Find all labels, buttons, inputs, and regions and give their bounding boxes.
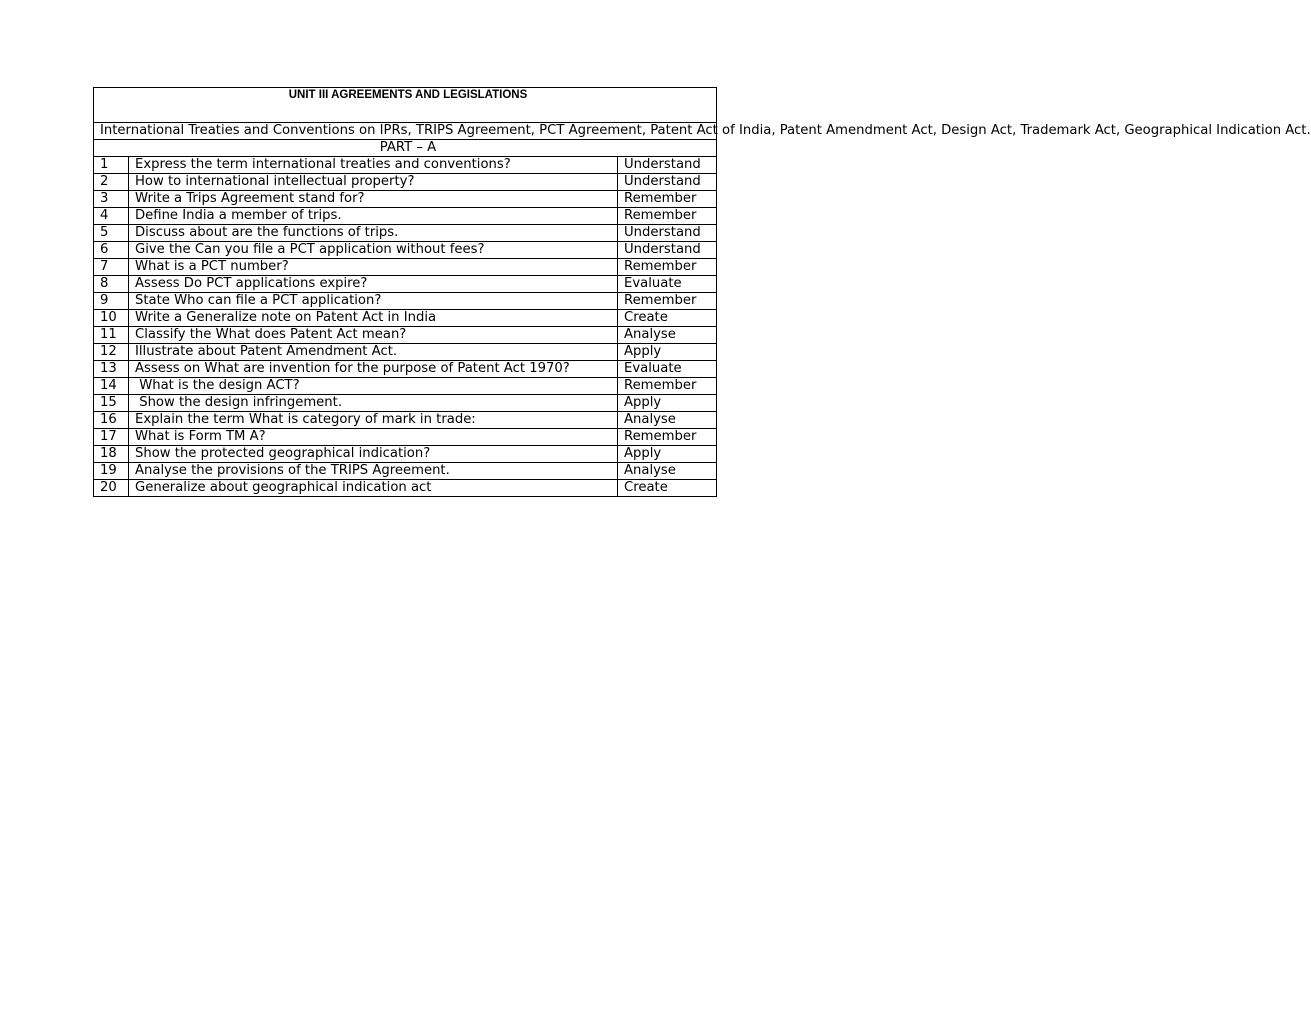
bloom-level: Remember xyxy=(618,377,717,394)
question-number: 8 xyxy=(94,275,129,292)
question-number: 6 xyxy=(94,241,129,258)
bloom-level: Analyse xyxy=(618,326,717,343)
bloom-level: Understand xyxy=(618,224,717,241)
question-number: 20 xyxy=(94,479,129,496)
bloom-level: Apply xyxy=(618,343,717,360)
table-row xyxy=(94,309,717,326)
bloom-level: Remember xyxy=(618,207,717,224)
question-number: 18 xyxy=(94,445,129,462)
question-text: What is a PCT number? xyxy=(129,258,618,275)
question-number: 10 xyxy=(94,309,129,326)
question-number: 4 xyxy=(94,207,129,224)
table-row xyxy=(94,224,717,241)
question-number: 1 xyxy=(94,156,129,173)
question-text: State Who can file a PCT application? xyxy=(129,292,618,309)
document-page xyxy=(93,87,1311,497)
bloom-level: Understand xyxy=(618,173,717,190)
question-number: 16 xyxy=(94,411,129,428)
table-row xyxy=(94,156,717,173)
question-number: 2 xyxy=(94,173,129,190)
bloom-level: Remember xyxy=(618,258,717,275)
question-number: 3 xyxy=(94,190,129,207)
bloom-level: Remember xyxy=(618,292,717,309)
intro-row xyxy=(94,123,717,140)
bloom-level: Remember xyxy=(618,190,717,207)
table-row xyxy=(94,258,717,275)
question-text: Illustrate about Patent Amendment Act. xyxy=(129,343,618,360)
bloom-level: Create xyxy=(618,479,717,496)
table-row xyxy=(94,394,717,411)
table-row xyxy=(94,207,717,224)
bloom-level: Understand xyxy=(618,156,717,173)
question-text: Analyse the provisions of the TRIPS Agreement. xyxy=(129,462,618,479)
question-number: 17 xyxy=(94,428,129,445)
question-number: 15 xyxy=(94,394,129,411)
table-row xyxy=(94,360,717,377)
table-row xyxy=(94,462,717,479)
table-row xyxy=(94,479,717,496)
question-text: Classify the What does Patent Act mean? xyxy=(129,326,618,343)
bloom-level: Understand xyxy=(618,241,717,258)
table-row xyxy=(94,428,717,445)
question-text: Write a Trips Agreement stand for? xyxy=(129,190,618,207)
bloom-level: Create xyxy=(618,309,717,326)
table-row xyxy=(94,343,717,360)
table-row xyxy=(94,445,717,462)
question-number: 11 xyxy=(94,326,129,343)
document-title: UNIT III AGREEMENTS AND LEGISLATIONS xyxy=(94,88,717,123)
bloom-level: Analyse xyxy=(618,411,717,428)
question-number: 5 xyxy=(94,224,129,241)
table-row xyxy=(94,173,717,190)
table-row xyxy=(94,411,717,428)
question-text: Show the protected geographical indication? xyxy=(129,445,618,462)
table-row xyxy=(94,377,717,394)
table-row xyxy=(94,292,717,309)
question-text: Write a Generalize note on Patent Act in India xyxy=(129,309,618,326)
bloom-level: Evaluate xyxy=(618,360,717,377)
table-row xyxy=(94,326,717,343)
table-row xyxy=(94,275,717,292)
title-row xyxy=(94,88,717,123)
question-text: Define India a member of trips. xyxy=(129,207,618,224)
bloom-level: Apply xyxy=(618,445,717,462)
bloom-level: Remember xyxy=(618,428,717,445)
table-row xyxy=(94,241,717,258)
question-number: 7 xyxy=(94,258,129,275)
question-number: 9 xyxy=(94,292,129,309)
bloom-level: Analyse xyxy=(618,462,717,479)
question-table xyxy=(93,87,1311,497)
bloom-level: Apply xyxy=(618,394,717,411)
question-text: Assess on What are invention for the purpose of Patent Act 1970? xyxy=(129,360,618,377)
question-text: Show the design infringement. xyxy=(129,394,618,411)
question-text: Express the term international treaties and conventions? xyxy=(129,156,618,173)
question-text: Explain the term What is category of mark in trade: xyxy=(129,411,618,428)
question-number: 13 xyxy=(94,360,129,377)
question-number: 14 xyxy=(94,377,129,394)
bloom-level: Evaluate xyxy=(618,275,717,292)
part-label: PART – A xyxy=(94,139,717,156)
question-text: Generalize about geographical indication act xyxy=(129,479,618,496)
question-text: Give the Can you file a PCT application without fees? xyxy=(129,241,618,258)
part-row xyxy=(94,139,717,156)
question-text: Discuss about are the functions of trips. xyxy=(129,224,618,241)
question-text: Assess Do PCT applications expire? xyxy=(129,275,618,292)
syllabus-topics: International Treaties and Conventions on IPRs, TRIPS Agreement, PCT Agreement, Patent Act of India, Patent Amendment Act, Design Act, Trademark Act, Geographical Indication Act. xyxy=(94,123,717,140)
question-text: How to international intellectual property? xyxy=(129,173,618,190)
question-text: What is Form TM A? xyxy=(129,428,618,445)
question-text: What is the design ACT? xyxy=(129,377,618,394)
table-row xyxy=(94,190,717,207)
question-number: 12 xyxy=(94,343,129,360)
question-number: 19 xyxy=(94,462,129,479)
